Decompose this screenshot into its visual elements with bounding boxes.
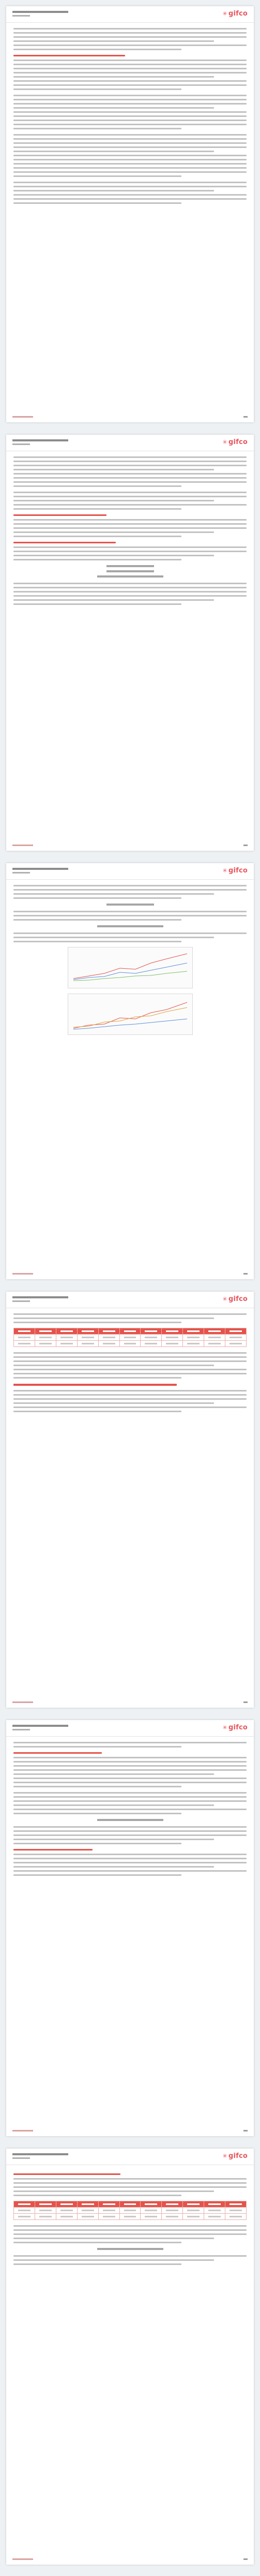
paragraph: [13, 95, 247, 129]
section-heading-placeholder: [13, 1849, 247, 1850]
paragraph: [13, 1313, 247, 1323]
page-number-placeholder: [243, 416, 248, 418]
paragraph: [13, 1742, 247, 1748]
page-5: [6, 1720, 254, 2136]
page-header: [6, 435, 254, 451]
page-header: [6, 6, 254, 23]
paragraph: [13, 519, 247, 537]
page-header: [6, 1720, 254, 1737]
data-table-placeholder: [13, 2201, 247, 2220]
paragraph: [13, 2178, 247, 2196]
paragraph: [13, 932, 247, 942]
paragraph: [13, 1854, 247, 1876]
report-title-placeholder: [12, 11, 68, 13]
gifco-logo-icon: ✳ gifco: [222, 1295, 248, 1303]
section-heading-placeholder: [13, 1384, 247, 1386]
paragraph: [13, 1792, 247, 1814]
page-footer: [12, 2130, 248, 2131]
gifco-logo-icon: ✳ gifco: [222, 2152, 248, 2160]
paragraph: [13, 1352, 247, 1379]
page-body: [6, 1737, 254, 1876]
page-3: [6, 863, 254, 1279]
paragraph: [13, 1757, 247, 1787]
page-body: [6, 880, 254, 1035]
paragraph: [13, 182, 247, 204]
page-header: [6, 863, 254, 880]
page-footer: [12, 1701, 248, 1703]
paragraph: [13, 1826, 247, 1844]
paragraph: [13, 911, 247, 921]
paragraph: [13, 885, 247, 899]
paragraph: [13, 1390, 247, 1412]
data-table-placeholder: [13, 1328, 247, 1347]
page-2: [6, 435, 254, 851]
equation-placeholder: [106, 570, 154, 572]
gifco-logo-icon: ✳ gifco: [222, 10, 248, 18]
gifco-logo-icon: ✳ gifco: [222, 1724, 248, 1731]
page-body: [6, 451, 254, 605]
section-heading-placeholder: [13, 514, 247, 516]
equation-block: [13, 925, 247, 927]
section-heading-placeholder: [13, 1752, 247, 1754]
paragraph: [13, 2255, 247, 2265]
page-header: [6, 1292, 254, 1308]
page-footer: [12, 2558, 248, 2560]
equation-block: [13, 565, 247, 578]
page-body: [6, 23, 254, 204]
chart-figure-placeholder: [68, 947, 193, 988]
paragraph: [13, 456, 247, 487]
page-footer: [12, 1273, 248, 1275]
page-footer: [12, 845, 248, 846]
paragraph: [13, 583, 247, 605]
equation-block: [13, 2248, 247, 2250]
equation-block: [13, 1819, 247, 1821]
gifco-logo-icon: ✳ gifco: [222, 438, 248, 446]
page-4: [6, 1292, 254, 1708]
equation-block: [13, 904, 247, 906]
page-6: [6, 2149, 254, 2565]
page-body: [6, 1308, 254, 1412]
paragraph: [13, 492, 247, 510]
equation-placeholder: [106, 565, 154, 567]
paragraph: [13, 546, 247, 560]
section-heading-placeholder: [13, 55, 247, 56]
section-heading-placeholder: [13, 2173, 247, 2175]
paragraph: [13, 134, 247, 177]
paragraph: [13, 2225, 247, 2243]
chart-figure-placeholder: [68, 994, 193, 1035]
page-body: [6, 2165, 254, 2265]
section-heading-placeholder: [13, 542, 247, 543]
footer-link-placeholder: [12, 416, 33, 418]
gifco-logo-icon: ✳ gifco: [222, 867, 248, 875]
page-1: [6, 6, 254, 422]
page-footer: [12, 416, 248, 418]
report-date-placeholder: [12, 15, 30, 17]
paragraph: [13, 60, 247, 90]
paragraph: [13, 28, 247, 50]
equation-placeholder: [97, 575, 163, 578]
page-header: [6, 2149, 254, 2165]
